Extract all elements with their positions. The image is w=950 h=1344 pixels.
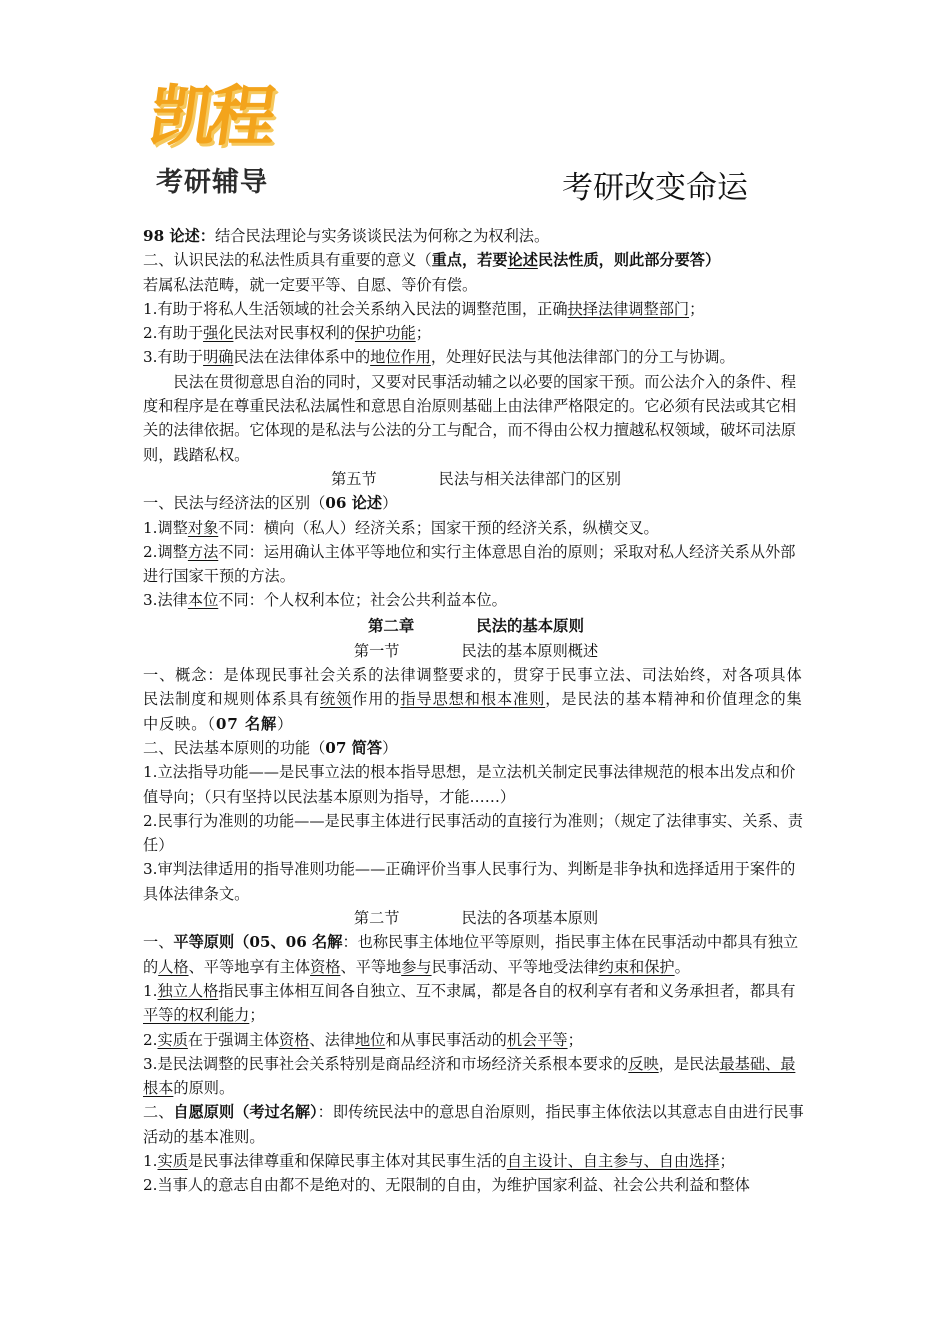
text: 1. (143, 1151, 158, 1170)
list-item (143, 588, 809, 612)
list-item (143, 1052, 809, 1101)
slogan: 考研改变命运 (562, 170, 748, 206)
underlined-term: 参与 (401, 957, 432, 976)
underlined-term: 统领 (319, 690, 353, 709)
text: 民法在法律体系中的 (233, 348, 371, 367)
exam-tag: 07 简答 (325, 738, 383, 757)
text: 不同：个人权利本位；社会公共利益本位。 (218, 591, 507, 610)
exam-tag: 06 论述 (325, 494, 383, 513)
paragraph: 若属私法范畴，就一定要平等、自愿、等价有偿。 (143, 275, 478, 294)
text: 2.有助于 (143, 324, 204, 343)
text: ） (382, 738, 398, 757)
section-heading (143, 467, 809, 491)
text: 一、概念：是体现民事社会关系的法律调整要求的，贯穿于民事立法、司法始终，对各项具体民法制度和规则体系具有 (143, 666, 803, 709)
text: 是民事法律尊重和保障民事主体对其民事生活的 (187, 1151, 507, 1170)
text: ） (277, 714, 294, 733)
logo-mark (145, 78, 306, 156)
text: 二、民法基本原则的功能（ (143, 738, 326, 757)
section-heading (143, 639, 809, 663)
section-number: 第五节 (331, 469, 377, 488)
text: 和从事民事活动的 (385, 1030, 507, 1049)
emphasis: 重点，若要 (431, 251, 508, 270)
paragraph (143, 1100, 809, 1149)
paragraph (143, 663, 809, 736)
text: 1. (143, 981, 158, 1000)
text: ； (567, 1030, 583, 1049)
paragraph (143, 930, 809, 979)
underlined-term: 对象 (187, 518, 219, 537)
text: 3.是民法调整的民事社会关系特别是商品经济和市场经济关系根本要求的 (143, 1054, 629, 1073)
text: 不同：运用确认主体平等地位和实行主体意思自治的原则；采取对私人经济关系从外部进行国家干预的方法。 (143, 542, 796, 586)
underlined-term: 本位 (187, 591, 219, 610)
underlined-term: 实质 (157, 1030, 188, 1049)
text: 在于强调主体 (187, 1030, 279, 1049)
text: 。 (674, 957, 690, 976)
underlined-term: 反映 (628, 1054, 659, 1073)
underlined-term: 资格 (279, 1030, 310, 1049)
section-number: 第一节 (353, 641, 400, 660)
underlined-term: 机会平等 (506, 1030, 568, 1049)
logo-subtitle: 考研辅导 (156, 167, 268, 198)
text: 民法对民事权利的 (233, 324, 355, 343)
text: ； (415, 324, 431, 343)
underlined-term: 方法 (187, 542, 219, 561)
underlined-term: 约束和保护 (598, 957, 675, 976)
text: 2.调整 (143, 542, 188, 561)
exam-tag: 05、06 名解 (249, 933, 343, 952)
underlined-term: 资格 (310, 957, 341, 976)
paragraph (143, 491, 809, 515)
emphasis: 民法性质，则此部分要答） (537, 251, 721, 270)
text: 一、 (143, 933, 174, 952)
list-item (143, 540, 809, 589)
text: 指民事主体相互间各自独立、互不隶属，都是各自的权利享有者和义务承担者，都具有 (218, 981, 796, 1000)
logo-text: 凯程 (144, 78, 276, 155)
text: 2. (143, 1030, 158, 1049)
underlined-term: 明确 (203, 348, 234, 367)
underlined-term: 独立人格 (157, 981, 219, 1000)
underlined-term: 平等的权利能力 (143, 1006, 250, 1025)
list-item (143, 1028, 809, 1052)
text: ） (382, 494, 398, 513)
text: ； (719, 1151, 735, 1170)
exam-tag: 07 名解 (215, 714, 278, 733)
text: 二、认识民法的私法性质具有重要的意义（ (143, 251, 432, 270)
text: 作用的 (352, 690, 401, 709)
list-item: 2.民事行为准则的功能——是民事主体进行民事活动的直接行为准则；（规定了法律事实、关系、责任） (143, 811, 803, 855)
chapter-title: 民法的基本原则 (476, 616, 584, 635)
text: 、平等地享有主体 (188, 957, 311, 976)
text: 二、 (143, 1103, 174, 1122)
principle-title: 自愿原则（考过名解） (173, 1103, 318, 1122)
underlined-term: 论述 (507, 251, 538, 270)
section-title: 民法的各项基本原则 (461, 909, 599, 928)
underlined-term: 保护功能 (354, 324, 416, 343)
text: 民事活动、平等地受法律 (431, 957, 599, 976)
underlined-term: 指导思想和根本准则 (400, 690, 546, 709)
text: 、法律 (309, 1030, 355, 1049)
paragraph (143, 248, 809, 272)
text: 3.法律 (143, 591, 188, 610)
list-item: 2.当事人的意志自由都不是绝对的、无限制的自由，为维护国家利益、社会公共利益和整体 (143, 1176, 750, 1195)
underlined-term: 地位作用 (370, 348, 431, 367)
section-heading (143, 906, 809, 930)
exam-tag: 98 论述： (143, 227, 215, 245)
list-item (143, 1149, 809, 1173)
document-body (143, 224, 809, 1198)
underlined-term: 地位 (354, 1030, 386, 1049)
chapter-heading (143, 613, 809, 639)
list-item (143, 297, 809, 321)
kaicheng-logo (144, 78, 300, 198)
underlined-term: 人格 (158, 957, 189, 976)
list-item (143, 321, 809, 345)
text: 一、民法与经济法的区别（ (143, 494, 326, 513)
list-item (143, 345, 809, 369)
text: 不同：横向（私人）经济关系；国家干预的经济关系，纵横交叉。 (218, 518, 659, 537)
section-title: 民法的基本原则概述 (461, 641, 599, 660)
text: ，是民法的基本精神和价值理念的集中反映。（ (143, 690, 803, 733)
text: 1.调整 (143, 518, 188, 537)
text: ； (689, 299, 705, 318)
section-title: 民法与相关法律部门的区别 (438, 469, 621, 488)
paragraph: 民法在贯彻意思自治的同时，又要对民事活动辅之以必要的国家干预。而公法介入的条件、程度和程序是在尊重民法私法属性和意思自治原则基础上由法律严格限定的。它必须有民法或其它相关的法律依据。它体现的是私法与公法的分工与配合，而不得由公权力擅越私权领域，破坏司法原则，践踏私权。 (143, 372, 797, 464)
list-item: 3.审判法律适用的指导准则功能——正确评价当事人民事行为、判断是非争执和选择适用于案件的具体法律条文。 (143, 860, 796, 903)
paragraph (143, 224, 809, 248)
paragraph (143, 736, 809, 760)
list-item (143, 979, 809, 1028)
text: ：即传统民法中的意思自治原则，指民事主体依法以其意志自由进行民事活动的基本准则。 (143, 1103, 804, 1146)
text: ，处理好民法与其他法律部门的分工与协调。 (430, 348, 735, 367)
principle-title: 平等原则（ (173, 933, 250, 952)
section-number: 第二节 (353, 909, 400, 928)
text: ，是民法 (658, 1054, 720, 1073)
chapter-number: 第二章 (368, 616, 415, 635)
underlined-term: 抉择法律调整部门 (567, 299, 690, 318)
text: 1.有助于将私人生活领域的社会关系纳入民法的调整范围，正确 (143, 299, 568, 318)
underlined-term: 自主设计、自主参与、自由选择 (506, 1151, 720, 1170)
text: 3.有助于 (143, 348, 204, 367)
underlined-term: 强化 (203, 324, 234, 343)
list-item: 1.立法指导功能——是民事立法的根本指导思想，是立法机关制定民事法律规范的根本出发点和价值导向；（只有坚持以民法基本原则为指导，才能……） (143, 763, 796, 806)
underlined-term: 最基础、最根本 (143, 1054, 796, 1098)
text: ； (249, 1006, 265, 1025)
underlined-term: 实质 (157, 1151, 188, 1170)
text: 结合民法理论与实务谈谈民法为何称之为权利法。 (215, 227, 550, 245)
text: 、平等地 (340, 957, 402, 976)
text: ：也称民事主体地位平等原则，指民事主体在民事活动中都具有独立的 (143, 933, 799, 976)
text: 的原则。 (173, 1079, 235, 1098)
list-item (143, 516, 809, 540)
